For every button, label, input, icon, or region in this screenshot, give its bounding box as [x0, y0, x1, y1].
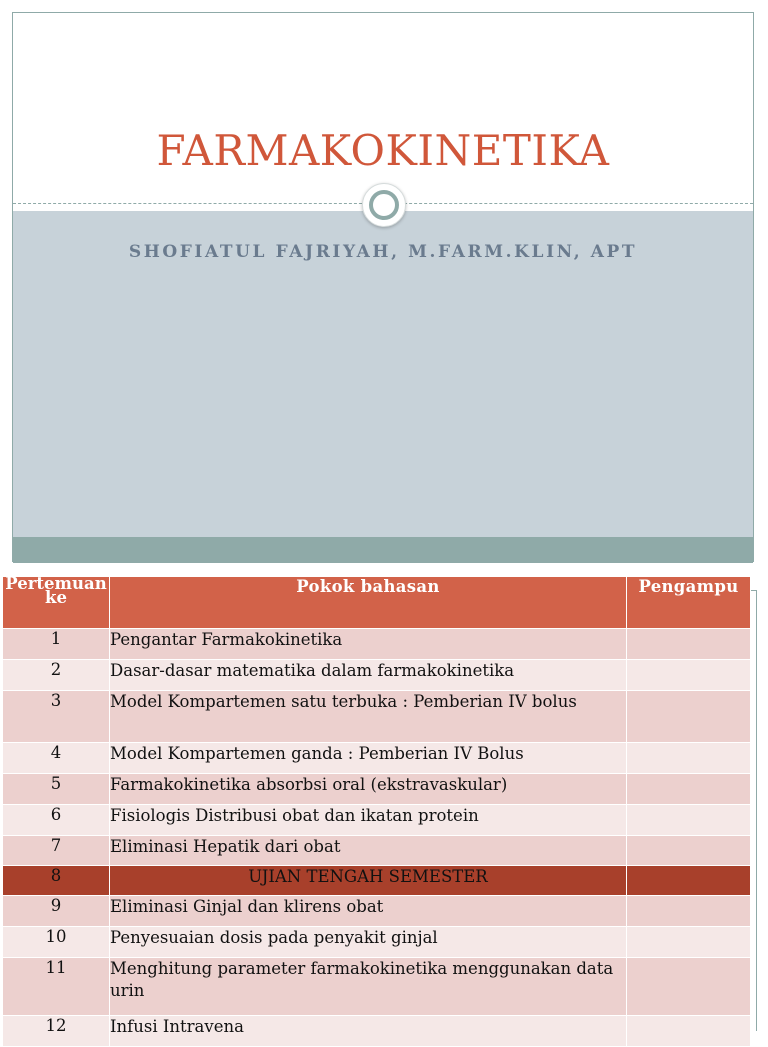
row-lecturer	[627, 927, 751, 958]
row-number: 7	[3, 836, 110, 866]
row-number: 1	[3, 629, 110, 660]
table-row	[3, 958, 751, 1016]
table-row	[3, 805, 751, 836]
table-row	[3, 836, 751, 866]
row-number: 8	[3, 866, 110, 896]
row-lecturer	[627, 774, 751, 805]
schedule-slide	[0, 574, 768, 1036]
row-number: 10	[3, 927, 110, 958]
row-number: 6	[3, 805, 110, 836]
row-lecturer	[627, 743, 751, 774]
row-topic: Eliminasi Ginjal dan klirens obat	[110, 896, 627, 927]
row-number: 5	[3, 774, 110, 805]
row-number: 2	[3, 660, 110, 691]
header-meeting: Pertemuan ke	[3, 577, 110, 629]
row-topic: Pengantar Farmakokinetika	[110, 629, 627, 660]
row-number: 3	[3, 691, 110, 743]
row-number: 11	[3, 958, 110, 1016]
row-topic: Fisiologis Distribusi obat dan ikatan protein	[110, 805, 627, 836]
slide-edge	[750, 590, 757, 1031]
row-lecturer	[627, 629, 751, 660]
row-topic: Penyesuaian dosis pada penyakit ginjal	[110, 927, 627, 958]
row-lecturer	[627, 660, 751, 691]
slide-title: FARMAKOKINETIKA	[156, 126, 610, 175]
bottom-band	[13, 537, 753, 563]
table-row	[3, 1016, 751, 1047]
row-number: 4	[3, 743, 110, 774]
row-lecturer	[627, 836, 751, 866]
schedule-table	[2, 576, 751, 1047]
exam-label: UJIAN TENGAH SEMESTER	[110, 866, 627, 896]
table-row	[3, 660, 751, 691]
row-topic: Infusi Intravena	[110, 1016, 627, 1047]
table-header-row	[3, 577, 751, 629]
header-lecturer: Pengampu	[627, 577, 751, 629]
row-lecturer	[627, 896, 751, 927]
exam-row	[3, 866, 751, 896]
table-row	[3, 691, 751, 743]
row-lecturer	[627, 691, 751, 743]
row-lecturer	[627, 1016, 751, 1047]
slide-subtitle: SHOFIATUL FAJRIYAH, M.FARM.KLIN, APT	[128, 242, 638, 262]
row-topic: Farmakokinetika absorbsi oral (ekstravaskular)	[110, 774, 627, 805]
table-row	[3, 629, 751, 660]
row-number: 12	[3, 1016, 110, 1047]
ring-icon	[369, 190, 399, 220]
row-topic: Eliminasi Hepatik dari obat	[110, 836, 627, 866]
header-topic: Pokok bahasan	[110, 577, 627, 629]
title-area	[13, 13, 753, 211]
row-lecturer	[627, 958, 751, 1016]
circle-ornament-icon	[362, 183, 406, 227]
table-row	[3, 896, 751, 927]
row-topic: Menghitung parameter farmakokinetika menggunakan data urin	[110, 958, 627, 1016]
row-lecturer	[627, 805, 751, 836]
table-row	[3, 743, 751, 774]
table-row	[3, 927, 751, 958]
row-lecturer	[627, 866, 751, 896]
row-topic: Dasar-dasar matematika dalam farmakokinetika	[110, 660, 627, 691]
row-topic: Model Kompartemen satu terbuka : Pemberian IV bolus	[110, 691, 627, 743]
row-topic: Model Kompartemen ganda : Pemberian IV Bolus	[110, 743, 627, 774]
table-row	[3, 774, 751, 805]
row-number: 9	[3, 896, 110, 927]
title-slide	[12, 12, 754, 562]
